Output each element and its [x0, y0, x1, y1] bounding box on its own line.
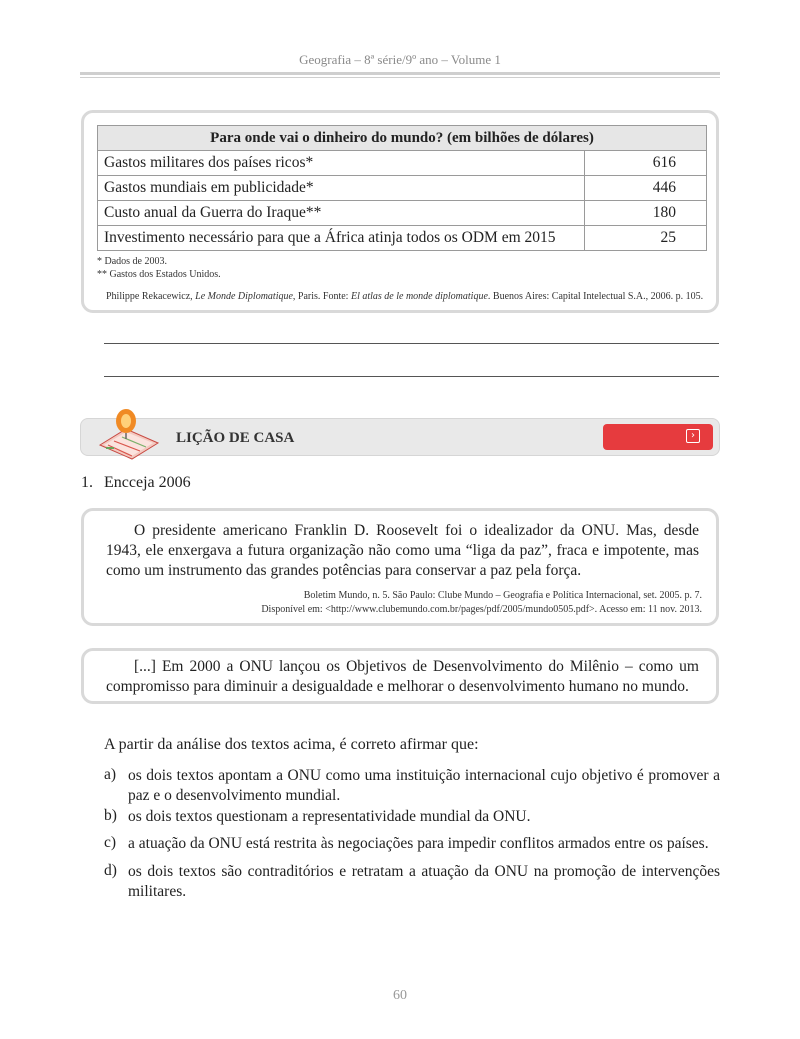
source-book: El atlas de le monde diplomatique [350, 291, 488, 302]
lesson-icon [96, 405, 166, 460]
quote-box-odm [81, 648, 719, 704]
quote-text [106, 657, 699, 697]
row-value: 180 [585, 201, 707, 226]
section-header-bar [80, 418, 720, 456]
source-prefix: Philippe Rekacewicz, [106, 291, 196, 302]
option-b: os dois textos questionam a representatividade mundial da ONU. [128, 808, 531, 825]
option-a: os dois textos apontam a ONU como uma instituição internacional cujo objetivo é promover a paz e o desenvolvimento mundial. [128, 767, 720, 804]
source-middle: , Paris. Fonte: [292, 291, 351, 302]
header-rule-thin [80, 77, 720, 78]
spending-table [97, 125, 707, 251]
section-title: LIÇÃO DE CASA [176, 430, 295, 446]
table-row [98, 226, 707, 251]
answer-line [104, 343, 719, 344]
table-panel [81, 110, 719, 313]
table-row [98, 151, 707, 176]
row-label: Investimento necessário para que a África atinja todos os ODM em 2015 [98, 226, 585, 251]
row-value: 616 [585, 151, 707, 176]
quote-citation-url: Disponível em: <http://www.clubemundo.com.br/pages/pdf/2005/mundo0505.pdf>. Acesso em: 11 nov. 2013. [261, 604, 702, 615]
question-number: 1. [81, 474, 93, 491]
table-source [106, 291, 706, 302]
question-title: Encceja 2006 [104, 474, 191, 491]
header-rule [80, 72, 720, 75]
row-label: Gastos mundiais em publicidade* [98, 176, 585, 201]
table-row [98, 176, 707, 201]
option-letter: d) [104, 862, 117, 879]
page-number: 60 [393, 988, 407, 1003]
option-letter: b) [104, 807, 117, 824]
chevron-right-icon[interactable]: › [686, 429, 700, 443]
table-title: Para onde vai o dinheiro do mundo? (em bilhões de dólares) [98, 126, 707, 151]
row-label: Custo anual da Guerra do Iraque** [98, 201, 585, 226]
running-header: Geografia – 8ª série/9º ano – Volume 1 [299, 52, 501, 67]
option-letter: a) [104, 766, 117, 783]
option-d: os dois textos são contraditórios e retratam a atuação da ONU na promoção de intervenções militares. [128, 863, 720, 900]
quote-text [106, 521, 699, 581]
quote-citation: Boletim Mundo, n. 5. São Paulo: Clube Mundo – Geografia e Política Internacional, set. 2005. p. 7. [303, 590, 702, 601]
source-journal: Le Monde Diplomatique [195, 291, 293, 302]
table-header-row [98, 126, 707, 151]
quote-body: [...] Em 2000 a ONU lançou os Objetivos de Desenvolvimento do Milênio – como um compromisso para diminuir a desigualdade e melhorar o desenvolvimento humano no mundo. [106, 658, 699, 695]
footnote-data-year: * Dados de 2003. [97, 256, 167, 267]
question-prompt: A partir da análise dos textos acima, é correto afirmar que: [104, 736, 479, 753]
quote-body: O presidente americano Franklin D. Roosevelt foi o idealizador da ONU. Mas, desde 1943, ele enxergava a futura organização não como uma “liga da paz”, fraca e impotente, mas como um instrumento das grandes potências para conservar a paz pela força. [106, 522, 699, 579]
option-c: a atuação da ONU está restrita às negociações para impedir conflitos armados entre os países. [128, 835, 709, 852]
quote-box-roosevelt [81, 508, 719, 626]
row-value: 446 [585, 176, 707, 201]
table-row [98, 201, 707, 226]
option-letter: c) [104, 834, 117, 851]
footnote-us-spending: ** Gastos dos Estados Unidos. [97, 269, 221, 280]
source-suffix: . Buenos Aires: Capital Intelectual S.A., 2006. p. 105. [487, 291, 704, 302]
section-accent-tab[interactable] [603, 424, 713, 450]
row-value: 25 [585, 226, 707, 251]
answer-line [104, 376, 719, 377]
row-label: Gastos militares dos países ricos* [98, 151, 585, 176]
